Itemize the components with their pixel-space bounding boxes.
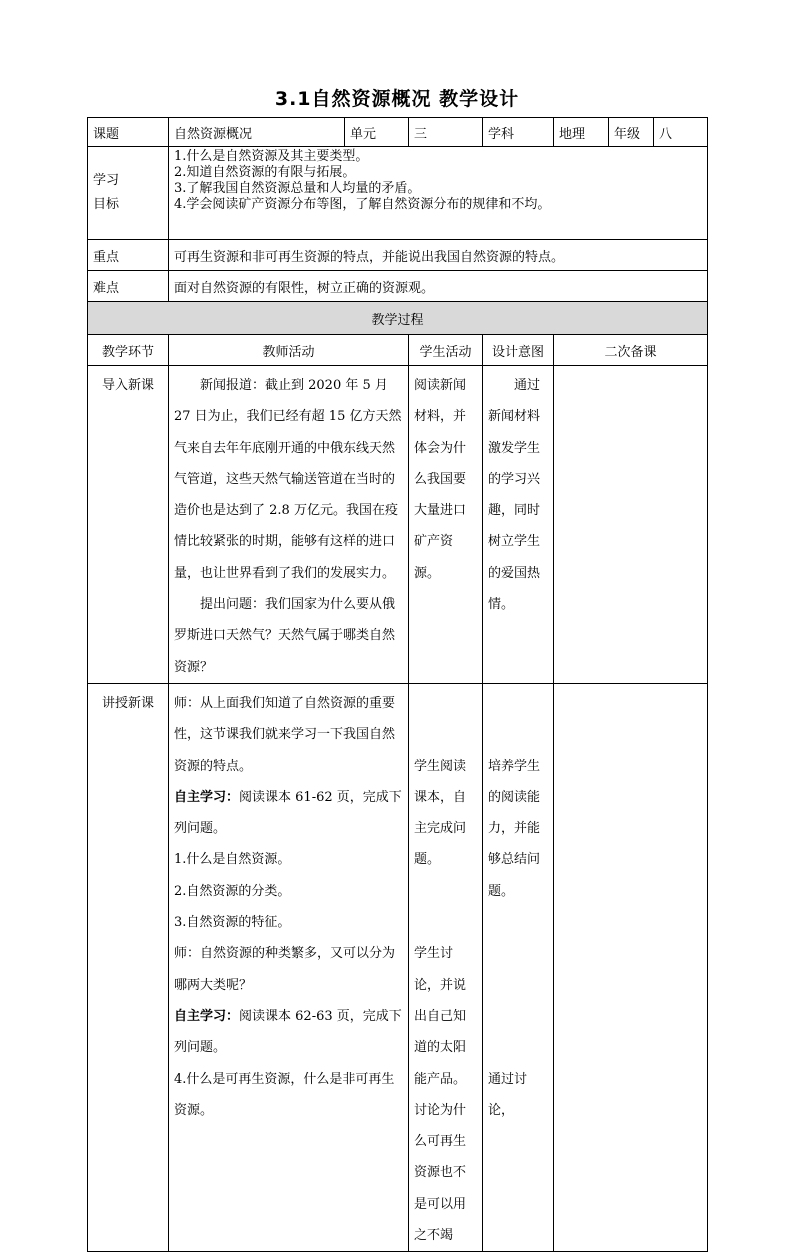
intent-cell: 培养学生的阅读能力，并能够总结问题。 通过讨论， bbox=[483, 683, 554, 1251]
objective-item: 2.知道自然资源的有限与拓展。 bbox=[174, 165, 356, 180]
header-row bbox=[88, 118, 708, 147]
grade-value: 八 bbox=[654, 118, 708, 147]
objective-item: 1.什么是自然资源及其主要类型。 bbox=[174, 149, 369, 164]
objectives-row bbox=[88, 147, 708, 240]
stage-cell: 导入新课 bbox=[88, 366, 169, 684]
student-cell: 学生阅读课本，自主完成问题。 学生讨论，并说出自己知道的太阳能产品。讨论为什么可再生资源也不是可以用之不竭 bbox=[409, 683, 483, 1251]
column-header-row bbox=[88, 335, 708, 366]
stage-cell: 讲授新课 bbox=[88, 683, 169, 1251]
teacher-cell: 新闻报道：截止到 2020 年 5 月 27 日为止，我们已经有超 15 亿方天然气来自去年年底刚开通的中俄东线天然气管道，这些天然气输送管道在当时的造价也是达到了 2.8 万亿元。我国在疫情比较紧张的时期，能够有这样的进口量，也让世界看到了我们的发展实力。 提出问题：我们国家为什么要从俄罗斯进口天然气？天然气属于哪类自然资源？ bbox=[169, 366, 409, 684]
col-teacher: 教师活动 bbox=[169, 335, 409, 366]
unit-label: 单元 bbox=[345, 118, 409, 147]
col-stage: 教学环节 bbox=[88, 335, 169, 366]
keypoint-text: 可再生资源和非可再生资源的特点，并能说出我国自然资源的特点。 bbox=[169, 240, 708, 271]
student-cell: 阅读新闻材料，并体会为什么我国要大量进口矿产资源。 bbox=[409, 366, 483, 684]
difficulty-text: 面对自然资源的有限性，树立正确的资源观。 bbox=[169, 271, 708, 302]
lesson-plan-table bbox=[87, 117, 708, 1252]
keypoint-row bbox=[88, 240, 708, 271]
process-title: 教学过程 bbox=[88, 302, 708, 335]
revision-cell bbox=[554, 683, 708, 1251]
difficulty-row bbox=[88, 271, 708, 302]
grade-label: 年级 bbox=[609, 118, 654, 147]
col-student: 学生活动 bbox=[409, 335, 483, 366]
objectives-label: 学习 目标 bbox=[88, 147, 169, 240]
keypoint-label: 重点 bbox=[88, 240, 169, 271]
table-row bbox=[88, 683, 708, 1251]
objectives-list bbox=[169, 147, 708, 240]
table-row bbox=[88, 366, 708, 684]
difficulty-label: 难点 bbox=[88, 271, 169, 302]
course-value: 自然资源概况 bbox=[169, 118, 345, 147]
intent-cell: 通过新闻材料激发学生的学习兴趣，同时树立学生的爱国热情。 bbox=[483, 366, 554, 684]
unit-value: 三 bbox=[409, 118, 483, 147]
course-label: 课题 bbox=[88, 118, 169, 147]
revision-cell bbox=[554, 366, 708, 684]
col-revision: 二次备课 bbox=[554, 335, 708, 366]
objective-item: 4.学会阅读矿产资源分布等图，了解自然资源分布的规律和不均。 bbox=[174, 197, 551, 212]
process-title-row bbox=[88, 302, 708, 335]
objective-item: 3.了解我国自然资源总量和人均量的矛盾。 bbox=[174, 181, 421, 196]
page-title: 3.1自然资源概况 教学设计 bbox=[274, 88, 520, 110]
teacher-cell: 师：从上面我们知道了自然资源的重要性，这节课我们就来学习一下我国自然资源的特点。 自主学习：阅读课本 61-62 页，完成下列问题。 1.什么是自然资源。 2.自然资源的分类。 3.自然资源的特征。 师：自然资源的种类繁多，又可以分为哪两大类呢？ 自主学习：阅读课本 62-63 页，完成下列问题。 4.什么是可再生资源，什么是非可再生资源。 bbox=[169, 683, 409, 1251]
col-intent: 设计意图 bbox=[483, 335, 554, 366]
subject-value: 地理 bbox=[554, 118, 609, 147]
subject-label: 学科 bbox=[483, 118, 554, 147]
